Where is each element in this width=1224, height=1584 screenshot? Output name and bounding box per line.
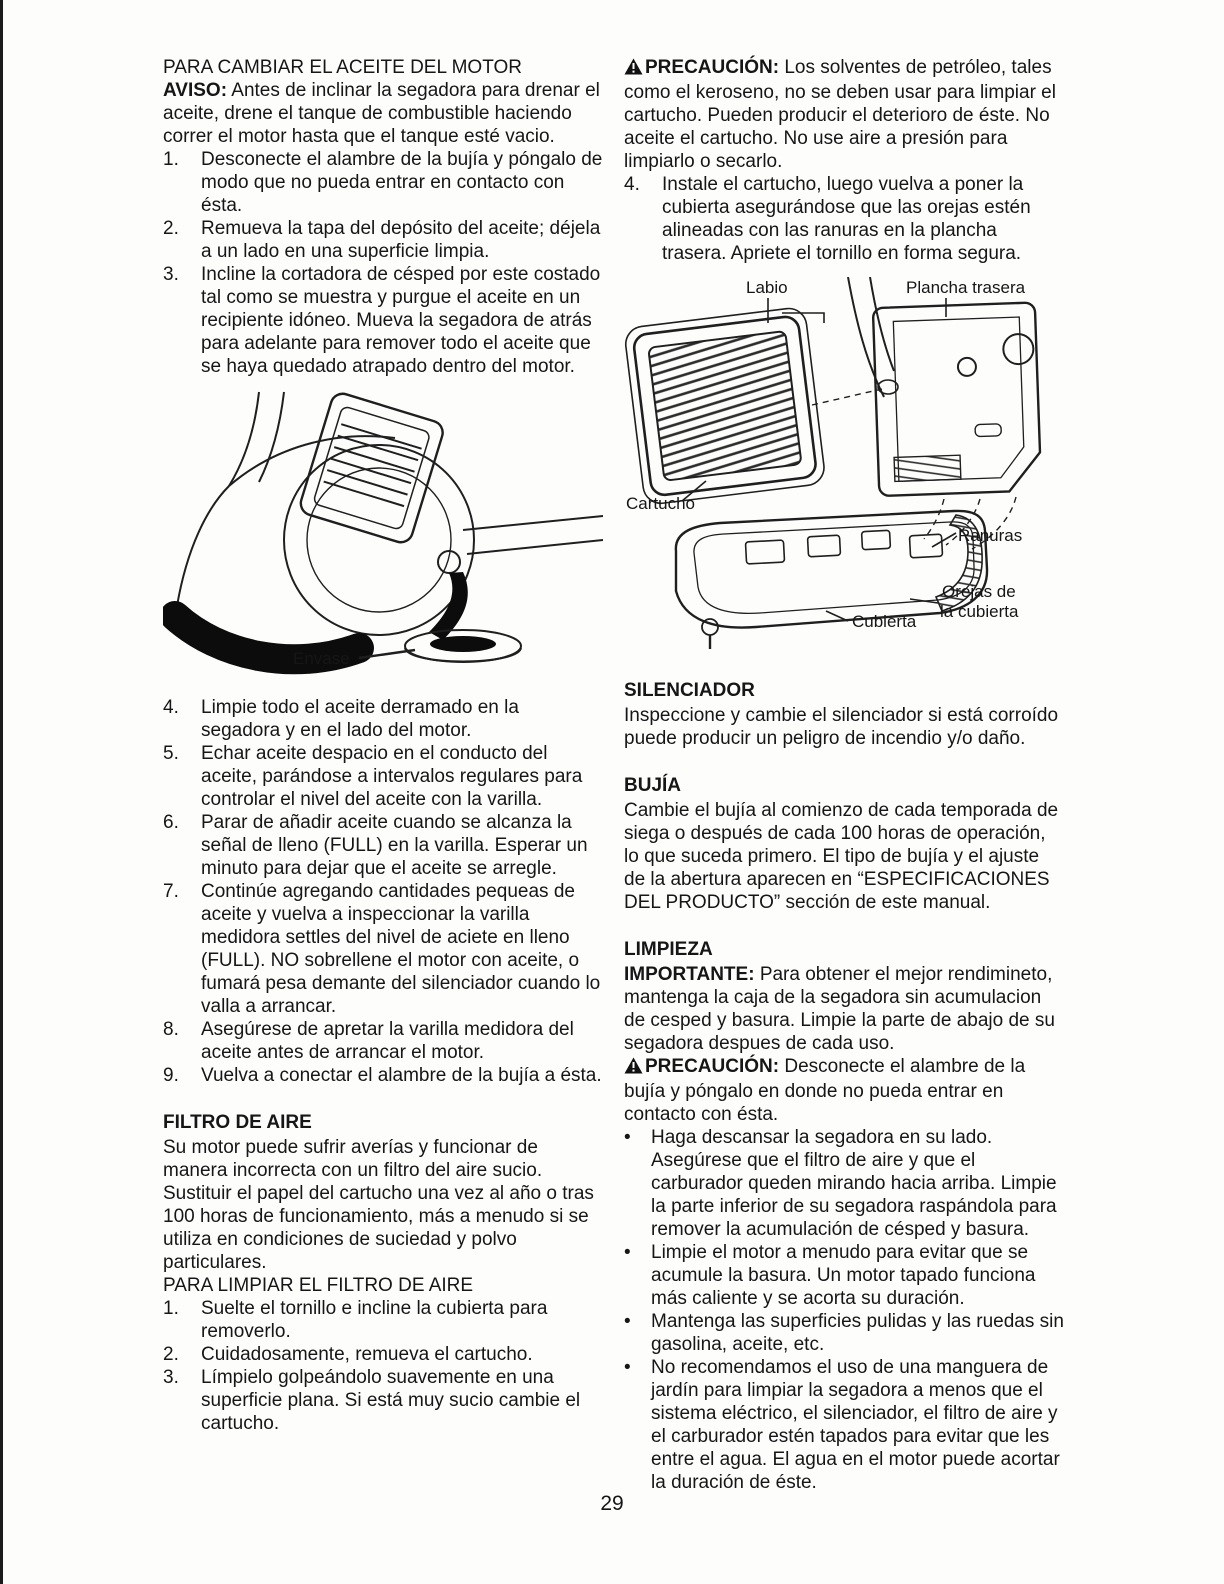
precaucion-label: PRECAUCIÓN: — [645, 57, 780, 78]
importante-text: Para obtener el mejor rendimineto, mantenga la caja de la segadora sin acumulacion de cesped y basura. Limpie la parte de abajo de su segadora despues de cada uso. — [624, 964, 1055, 1054]
step-text: Parar de añadir aceite cuando se alcanza la señal de lleno (FULL) en la varilla. Esperar un minuto para dejar que el aceite se arregle. — [201, 812, 588, 879]
step-item — [163, 217, 603, 263]
importante-label: IMPORTANTE: — [624, 964, 755, 985]
figure-label-cartucho: Cartucho — [626, 494, 695, 513]
step-text: Suelte el tornillo e incline la cubierta para removerlo. — [201, 1298, 548, 1342]
step-item — [163, 742, 603, 811]
step-number: 4. — [163, 697, 179, 718]
step-item — [163, 263, 603, 378]
bullet-glyph: • — [624, 1242, 631, 1263]
precaucion-text: Desconecte el alambre de la bujía y póngalo en donde no pueda entrar en contacto con ésta. — [624, 1056, 1026, 1125]
section-title-silenciador: SILENCIADOR — [624, 680, 755, 701]
step-item — [163, 696, 603, 742]
step-number: 6. — [163, 812, 179, 833]
bullet-text: Limpie el motor a menudo para evitar que se acumule la basura. Un motor tapado funciona más caliente y se acorta su duración. — [651, 1242, 1036, 1309]
page-number: 29 — [600, 1492, 624, 1515]
paragraph-aviso — [163, 79, 603, 148]
step-number: 1. — [163, 1298, 179, 1319]
step-number: 9. — [163, 1065, 179, 1086]
step-item — [163, 1297, 603, 1343]
warning-icon — [624, 1057, 643, 1080]
step-text: Asegúrese de apretar la varilla medidora del aceite antes de arrancar el motor. — [201, 1019, 574, 1063]
silenciador-body: Inspeccione y cambie el silenciador si está corroído puede producir un peligro de incendio y/o daño. — [624, 705, 1059, 749]
figure-label-orejas-1: Orejas de — [942, 582, 1016, 601]
bullet-text: Mantenga las superficies pulidas y las ruedas sin gasolina, aceite, etc. — [651, 1311, 1064, 1355]
precaucion-label: PRECAUCIÓN: — [645, 1056, 780, 1077]
limpieza-bullets — [624, 1126, 1064, 1494]
right-column — [624, 56, 1064, 1494]
step-item — [163, 880, 603, 1018]
figure-label-labio: Labio — [746, 278, 788, 297]
step-item — [624, 173, 1064, 265]
step-text: Echar aceite despacio en el conducto del aceite, parándose a intervalos regulares para controlar el nivel del aceite con la varilla. — [201, 743, 583, 810]
oil-drain-illustration — [163, 390, 603, 686]
section-title-limpieza: LIMPIEZA — [624, 939, 713, 960]
bullet-text: No recomendamos el uso de una manguera de jardín para limpiar la segadora a menos que el sistema eléctrico, el silenciador, el filtro de aire y el carburador estén tapados para evitar que les entre el agua. El agua en el motor puede acortar la duración de éste. — [651, 1357, 1060, 1493]
step-item — [163, 1343, 603, 1366]
step-item — [163, 1366, 603, 1435]
bullet-glyph: • — [624, 1357, 631, 1378]
filtro-body: Su motor puede sufrir averías y funcionar de manera incorrecta con un filtro del aire sucio. Sustituir el papel del cartucho una vez al año o tras 100 horas de funcionamiento, más a menudo si se utiliza en condiciones de suciedad y polvo particulares. — [163, 1137, 594, 1273]
warning-icon — [624, 58, 643, 81]
step-item — [163, 148, 603, 217]
step-item — [163, 1018, 603, 1064]
section-title-bujia: BUJÍA — [624, 775, 682, 796]
left-column — [163, 56, 603, 1435]
step-number: 4. — [624, 174, 640, 195]
aviso-label: AVISO: — [163, 80, 228, 101]
bujia-body: Cambie el bujía al comienzo de cada temporada de siega o después de cada 100 horas de operación, lo que suceda primero. El tipo de bujía y el ajuste de la abertura aparecen en “ESPECIFICACIONES DEL PRODUCTO” sección de este manual. — [624, 800, 1059, 913]
bullet-item — [624, 1356, 1064, 1494]
bullet-glyph: • — [624, 1311, 631, 1332]
cover-shape — [676, 511, 987, 649]
bullet-text: Haga descansar la segadora en su lado. Asegúrese que el filtro de aire y que el carburador queden mirando hacia arriba. Limpie la parte inferior de su segadora raspándola para remover la acumulación de césped y basura. — [651, 1127, 1057, 1240]
bullet-item — [624, 1241, 1064, 1310]
cartridge-shape — [624, 306, 826, 505]
step-number: 2. — [163, 1344, 179, 1365]
step-item — [163, 811, 603, 880]
step-number: 5. — [163, 743, 179, 764]
oil-steps-4-9 — [163, 696, 603, 1087]
step-text: Límpielo golpeándolo suavemente en una superficie plana. Si está muy sucio cambie el cartucho. — [201, 1367, 581, 1434]
paragraph-precaucion-solventes — [624, 56, 1064, 173]
figure-label-orejas-2: la cubierta — [940, 602, 1019, 621]
step-text: Limpie todo el aceite derramado en la segadora y en el lado del motor. — [201, 697, 519, 741]
figure-label-ranuras: Ranuras — [958, 526, 1023, 545]
oil-steps-1-3 — [163, 148, 603, 378]
paragraph-importante — [624, 963, 1064, 1055]
step-text: Desconecte el alambre de la bujía y póngalo de modo que no pueda entrar en contacto con ésta. — [201, 149, 603, 216]
section-title-cambiar-aceite: PARA CAMBIAR EL ACEITE DEL MOTOR — [163, 57, 522, 78]
bullet-item — [624, 1310, 1064, 1356]
step-number: 1. — [163, 149, 179, 170]
step-text: Vuelva a conectar el alambre de la bujía a ésta. — [201, 1065, 602, 1086]
figure-air-filter-exploded — [624, 277, 1064, 655]
figure-label-envase: Envase — [293, 649, 350, 668]
bullet-item — [624, 1126, 1064, 1241]
step-text: Incline la cortadora de césped por este costado tal como se muestra y purgue el aceite en un recipiente idóneo. Mueva la segadora de atrás para adelante para remover todo el aceite que se haya quedado atrapado dentro del motor. — [201, 264, 601, 377]
filtro-subtitle: PARA LIMPIAR EL FILTRO DE AIRE — [163, 1275, 474, 1296]
air-filter-illustration — [624, 277, 1064, 655]
step-text: Continúe agregando cantidades pequeas de aceite y vuelva a inspeccionar la varilla medidora settles del nivel de aciete en lleno (FULL). NO sobrellene el motor con aceite, o fumará pesa demante del silenciador cuando lo valla a arrancar. — [201, 881, 601, 1017]
aviso-text: Antes de inclinar la segadora para drenar el aceite, drene el tanque de combustible haciendo correr el motor hasta que el tanque esté vacio. — [163, 80, 600, 147]
step-number: 3. — [163, 264, 179, 285]
step-item — [163, 1064, 603, 1087]
precaucion-text: Los solventes de petróleo, tales como el keroseno, no se deben usar para limpiar el cartucho. Pueden producir el deterioro de éste. No aceite el cartucho. No use aire a presión para limpiarlo o secarlo. — [624, 57, 1056, 172]
step-number: 3. — [163, 1367, 179, 1388]
step-text: Remueva la tapa del depósito del aceite; déjela a un lado en una superficie limpia. — [201, 218, 601, 262]
scan-edge-artifact — [0, 0, 3, 1584]
figure-oil-drain — [163, 390, 603, 686]
back-plate-shape — [873, 302, 1041, 496]
step-number: 7. — [163, 881, 179, 902]
filtro-steps — [163, 1297, 603, 1435]
bullet-glyph: • — [624, 1127, 631, 1148]
section-title-filtro-de-aire: FILTRO DE AIRE — [163, 1112, 312, 1133]
step-number: 8. — [163, 1019, 179, 1040]
step-text: Instale el cartucho, luego vuelva a poner la cubierta asegurándose que las orejas estén alineadas con las ranuras en la plancha trasera. Apriete el tornillo en forma segura. — [662, 174, 1031, 264]
figure-label-plancha-trasera: Plancha trasera — [906, 278, 1026, 297]
step-text: Cuidadosamente, remueva el cartucho. — [201, 1344, 533, 1365]
step-number: 2. — [163, 218, 179, 239]
figure-label-cubierta: Cubierta — [852, 612, 917, 631]
paragraph-precaucion-bujia — [624, 1055, 1064, 1126]
